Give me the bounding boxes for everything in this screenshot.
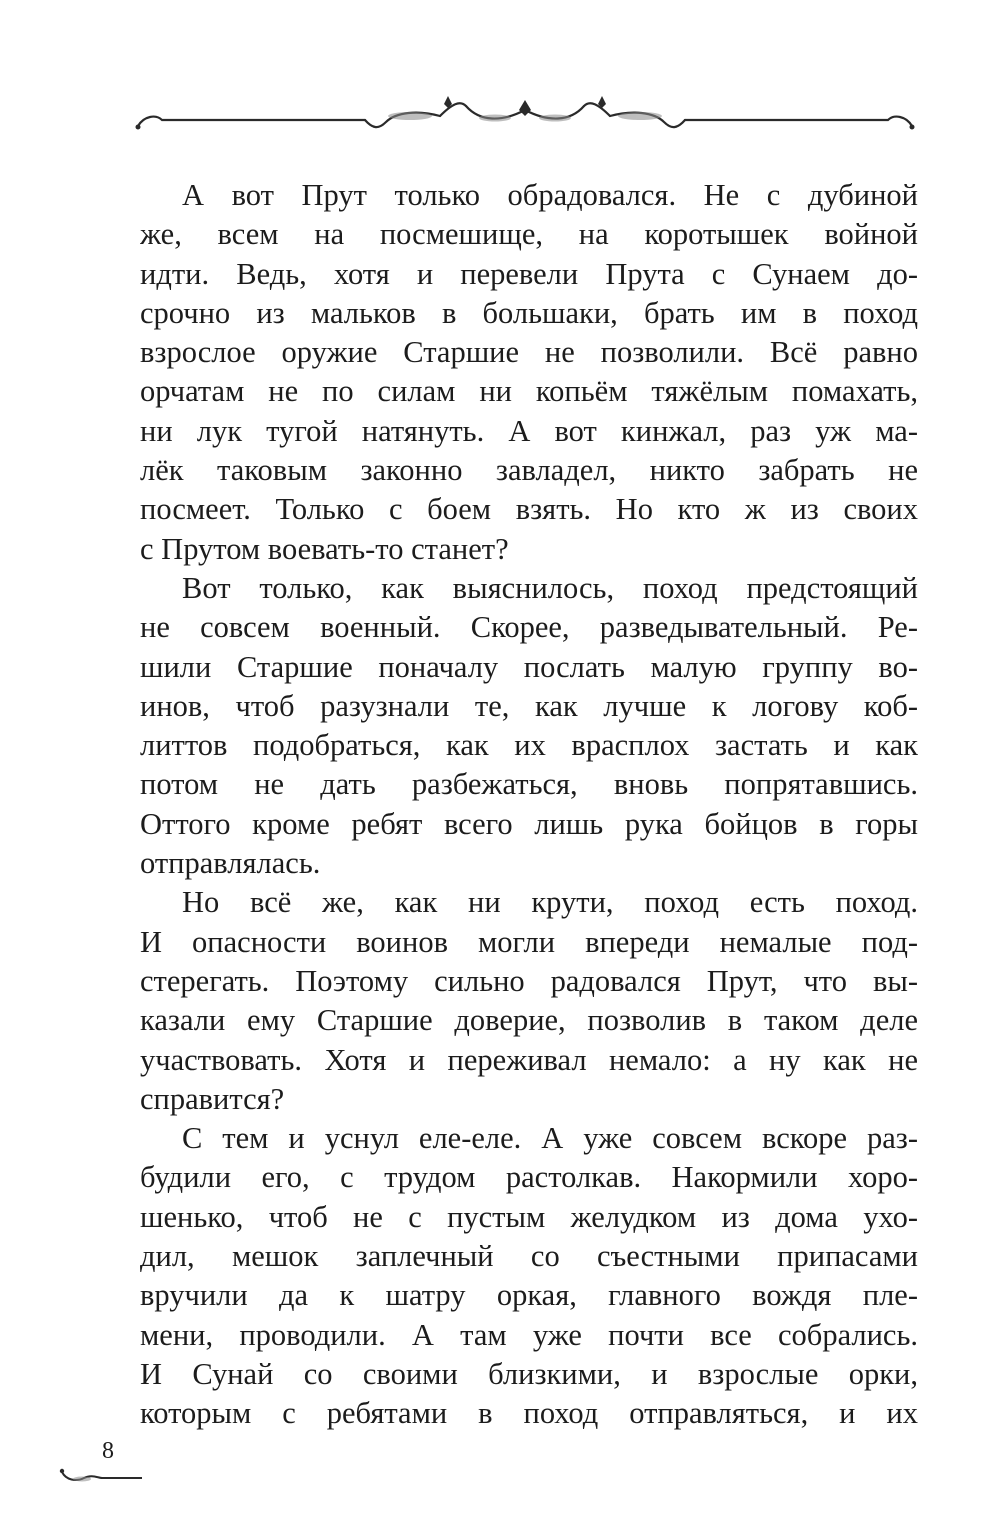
text-line: орчатам не по силам ни копьём тяжёлым помахать, [140,374,918,409]
text-line: Но всё же, как ни крути, поход есть поход. [182,885,918,920]
bottom-ornament [58,1464,142,1486]
text-line: лёк таковым законно завладел, никто забрать не [140,453,918,488]
text-line: И Сунай со своими близкими, и взрослые орки, [140,1356,918,1391]
text-line: отправлялась. [140,846,321,881]
text-line: Оттого кроме ребят всего лишь рука бойцов в горы [140,806,918,841]
text-line: потом не дать разбежаться, вновь попрятавшись. [140,767,918,802]
top-ornament [130,92,920,142]
paragraph-3 [140,883,918,1119]
text-line: И опасности воинов могли впереди немалые под- [140,924,918,959]
text-line: мени, проводили. А там уже почти все собрались. [140,1317,918,1352]
text-line: не совсем военный. Скорее, разведывательный. Ре- [140,610,918,645]
paragraph-4 [140,1119,918,1433]
text-line: справится? [140,1081,285,1116]
text-line: стерегать. Поэтому сильно радовался Прут, что вы- [140,963,918,998]
page-number: 8 [102,1438,114,1464]
text-line: шенько, чтоб не с пустым желудком из дома ухо- [140,1199,918,1234]
text-line: ни лук тугой натянуть. А вот кинжал, раз уж ма- [140,413,918,448]
text-line: казали ему Старшие доверие, позволив в таком деле [140,1003,918,1038]
text-line: С тем и уснул еле-еле. А уже совсем вскоре раз- [182,1121,918,1156]
text-line: посмеет. Только с боем взять. Но кто ж из своих [140,492,918,527]
text-line: с Прутом воевать-то станет? [140,531,509,566]
text-line: вручили да к шатру оркая, главного вождя пле- [140,1278,918,1313]
text-line: Вот только, как выяснилось, поход предстоящий [182,570,918,605]
text-line: литтов подобраться, как их врасплох застать и как [140,728,918,763]
text-line: участвовать. Хотя и переживал немало: а ну как не [140,1042,918,1077]
text-line: срочно из мальков в большаки, брать им в поход [140,295,918,330]
text-line: же, всем на посмешище, на коротышек войной [140,217,918,252]
text-line: идти. Ведь, хотя и перевели Прута с Сунаем до- [140,256,918,291]
paragraph-1 [140,176,918,569]
paragraph-2 [140,569,918,883]
main-text [140,176,918,1434]
text-line: взрослое оружие Старшие не позволили. Всё равно [140,335,918,370]
text-line: будили его, с трудом растолкав. Накормили хоро- [140,1160,918,1195]
text-line: инов, чтоб разузнали те, как лучше к логову коб- [140,688,918,723]
text-line: дил, мешок заплечный со съестными припасами [140,1239,918,1274]
text-line: которым с ребятами в поход отправляться, и их [140,1396,918,1431]
text-line: шили Старшие поначалу послать малую группу во- [140,649,918,684]
text-line: А вот Прут только обрадовался. Не с дубиной [182,178,918,212]
